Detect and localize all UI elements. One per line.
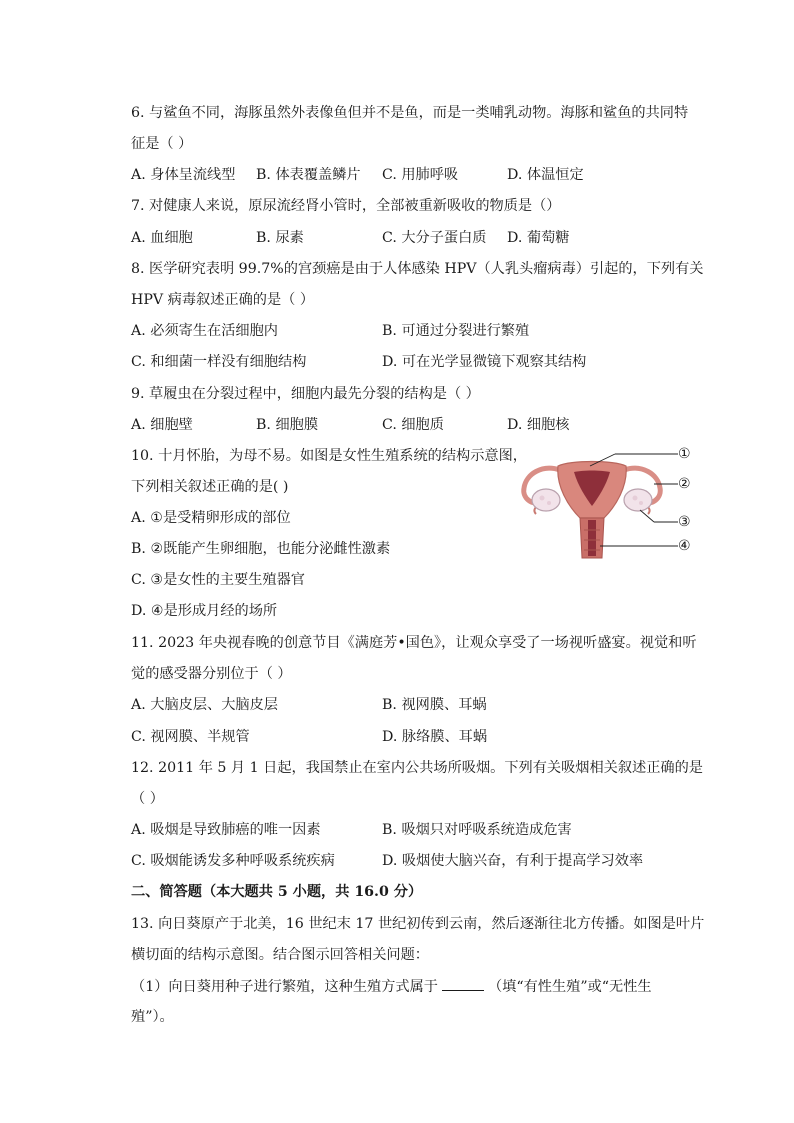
question-8-option-a: A. 必须寄生在活细胞内 — [131, 323, 278, 339]
callout-label-3: ③ — [678, 514, 691, 530]
question-6-option-a: A. 身体呈流线型 — [131, 167, 236, 183]
question-8-stem: 8. 医学研究表明 99.7%的宫颈癌是由于人体感染 HPV（人乳头瘤病毒）引起的，下列有关 — [131, 261, 704, 277]
question-9-stem: 9. 草履虫在分裂过程中，细胞内最先分裂的结构是（ ） — [131, 386, 480, 402]
question-11-option-c: C. 视网膜、半规管 — [131, 729, 250, 745]
question-6-option-b: B. 体表覆盖鳞片 — [256, 167, 361, 183]
question-9-option-d: D. 细胞核 — [507, 417, 570, 433]
question-11-stem-cont: 觉的感受器分别位于（ ） — [131, 666, 292, 682]
question-7-option-a: A. 血细胞 — [131, 230, 193, 246]
question-12-option-d: D. 吸烟使大脑兴奋，有利于提高学习效率 — [382, 853, 644, 869]
question-12-option-b: B. 吸烟只对呼吸系统造成危害 — [382, 822, 572, 838]
question-11-stem: 11. 2023 年央视春晚的创意节目《满庭芳•国色》，让观众享受了一场视听盛宴。视觉和听 — [131, 635, 697, 651]
question-6-stem: 6. 与鲨鱼不同，海豚虽然外表像鱼但并不是鱼，而是一类哺乳动物。海豚和鲨鱼的共同特 — [131, 105, 689, 121]
subquestion-1-text-a: （1）向日葵用种子进行繁殖，这种生殖方式属于 — [131, 979, 438, 995]
question-6-option-d: D. 体温恒定 — [507, 167, 584, 183]
question-12-option-a: A. 吸烟是导致肺癌的唯一因素 — [131, 822, 321, 838]
reproductive-system-illustration — [512, 440, 697, 560]
question-9-option-b: B. 细胞膜 — [256, 417, 319, 433]
question-11-option-a: A. 大脑皮层、大脑皮层 — [131, 697, 278, 713]
question-10-stem-cont: 下列相关叙述正确的是( ) — [131, 479, 289, 495]
callout-label-4: ④ — [678, 538, 691, 554]
question-9-option-a: A. 细胞壁 — [131, 417, 193, 433]
question-11-option-d: D. 脉络膜、耳蜗 — [382, 729, 488, 745]
question-7-stem: 7. 对健康人来说，原尿流经肾小管时，全部被重新吸收的物质是（） — [131, 198, 561, 214]
question-11-option-b: B. 视网膜、耳蜗 — [382, 697, 487, 713]
section-heading: 二、简答题（本大题共 5 小题，共 16.0 分） — [131, 884, 423, 900]
callout-label-1: ① — [678, 446, 691, 462]
question-10-option-a: A. ①是受精卵形成的部位 — [131, 510, 291, 526]
question-13-subquestion-1 — [131, 976, 652, 997]
question-13-stem: 13. 向日葵原产于北美，16 世纪末 17 世纪初传到云南，然后逐渐往北方传播。如图是叶片 — [131, 916, 705, 932]
question-12-option-c: C. 吸烟能诱发多种呼吸系统疾病 — [131, 853, 335, 869]
question-12-stem-cont: （ ） — [131, 791, 164, 807]
question-13-subquestion-1-cont: 殖”）。 — [131, 1009, 174, 1025]
question-10-option-c: C. ③是女性的主要生殖器官 — [131, 572, 305, 588]
callout-label-2: ② — [678, 476, 691, 492]
question-10-stem: 10. 十月怀胎，为母不易。如图是女性生殖系统的结构示意图， — [131, 448, 527, 464]
question-7-option-b: B. 尿素 — [256, 230, 304, 246]
question-6-stem-cont: 征是（ ） — [131, 136, 193, 152]
question-9-option-c: C. 细胞质 — [382, 417, 444, 433]
subquestion-1-text-b: （填“有性生殖”或“无性生 — [487, 979, 652, 995]
question-7-option-d: D. 葡萄糖 — [507, 230, 570, 246]
answer-blank[interactable] — [442, 976, 484, 991]
question-8-option-d: D. 可在光学显微镜下观察其结构 — [382, 354, 587, 370]
question-8-stem-cont: HPV 病毒叙述正确的是（ ） — [131, 292, 315, 308]
question-13-stem-cont: 横切面的结构示意图。结合图示回答相关问题： — [131, 947, 429, 963]
question-7-option-c: C. 大分子蛋白质 — [382, 230, 487, 246]
question-6-option-c: C. 用肺呼吸 — [382, 167, 459, 183]
question-8-option-b: B. 可通过分裂进行繁殖 — [382, 323, 530, 339]
question-10-option-d: D. ④是形成月经的场所 — [131, 603, 278, 619]
reproductive-system-diagram — [512, 440, 697, 560]
question-12-stem: 12. 2011 年 5 月 1 日起，我国禁止在室内公共场所吸烟。下列有关吸烟相关叙述正确的是 — [131, 760, 703, 776]
question-10-option-b: B. ②既能产生卵细胞，也能分泌雌性激素 — [131, 541, 391, 557]
question-8-option-c: C. 和细菌一样没有细胞结构 — [131, 354, 307, 370]
